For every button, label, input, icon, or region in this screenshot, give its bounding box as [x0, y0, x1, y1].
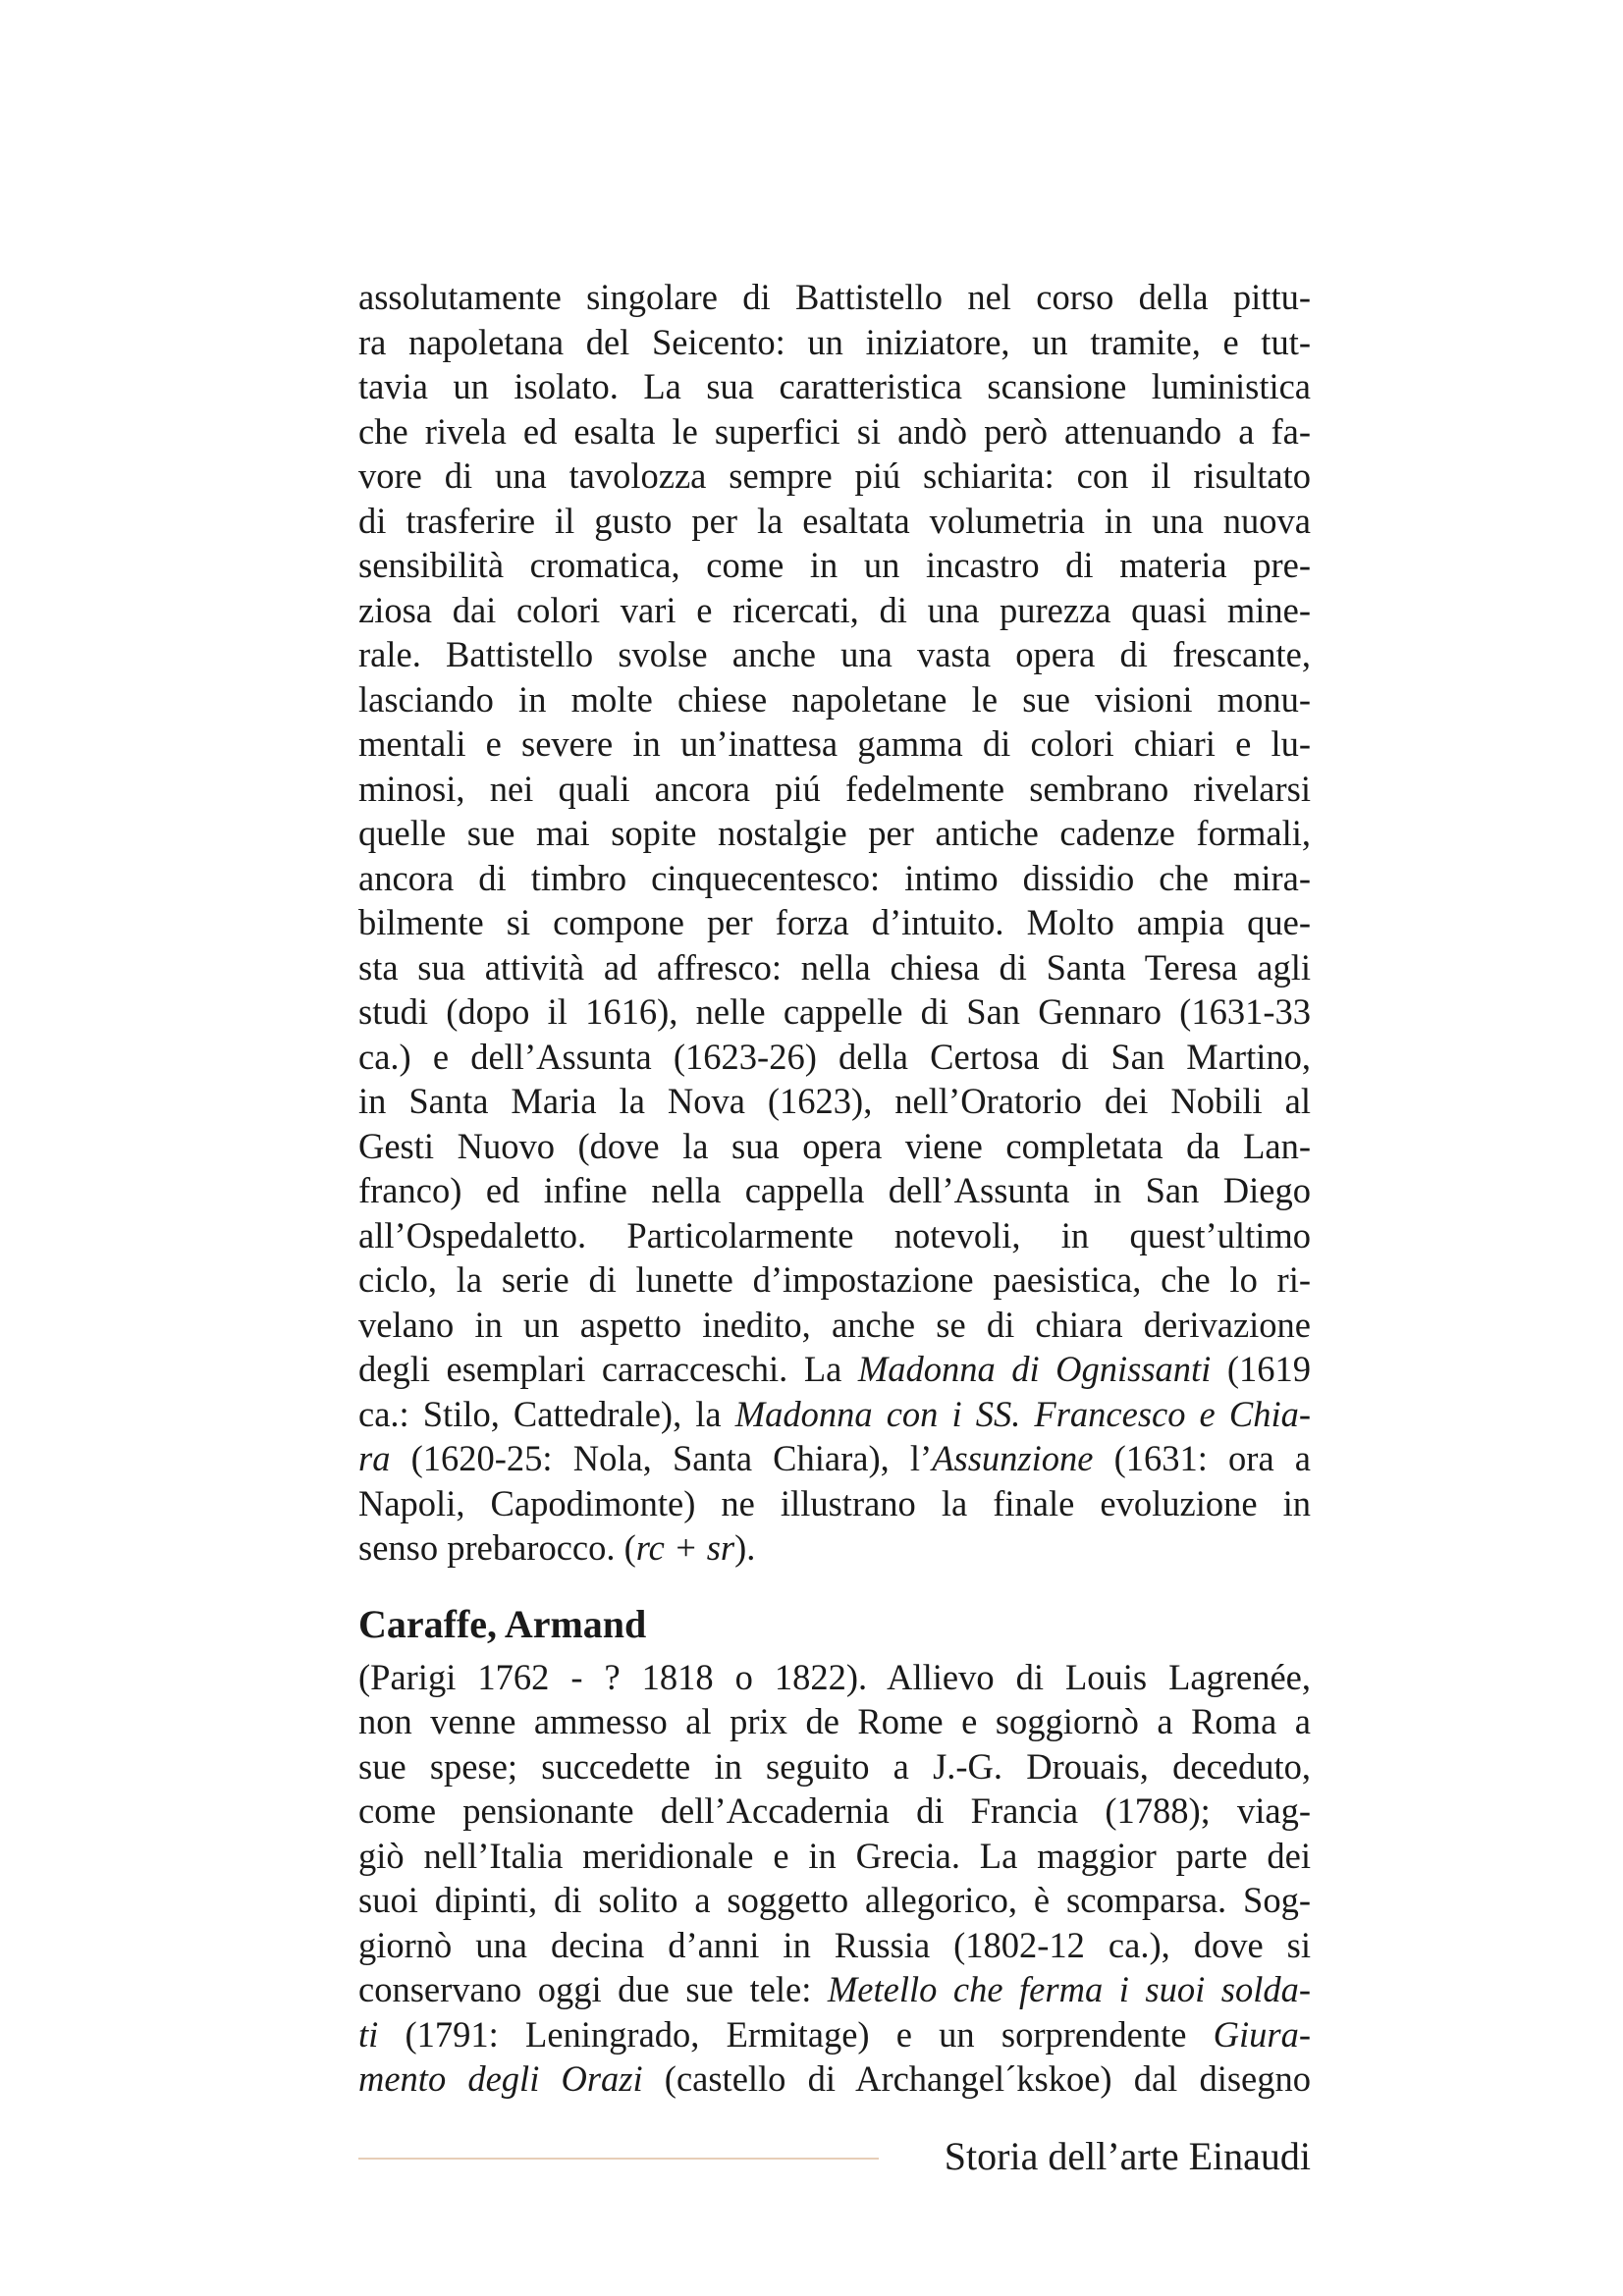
entry-line: sue spese; succedette in seguito a J.-G. Drouais, deceduto, — [358, 1745, 1311, 1787]
text-run: (1791: Leningrado, Ermitage) e un sorprendente — [378, 2013, 1214, 2055]
text-run: (castello di Archangel´kskoe) dal disegno — [642, 2058, 1311, 2099]
body-line: che rivela ed esalta le superfici si andò però attenuando a fa- — [358, 410, 1311, 452]
body-paragraph — [358, 275, 1311, 1571]
artwork-title: Assunzione — [932, 1438, 1094, 1478]
body-line: tavia un isolato. La sua caratteristica scansione luministica — [358, 366, 1311, 406]
text-run: ). — [734, 1527, 756, 1568]
entry-line: non venne ammesso al prix de Rome e soggiornò a Roma a — [358, 1701, 1311, 1741]
entry-line — [358, 2056, 1311, 2102]
body-line: ciclo, la serie di lunette d’impostazione paesistica, che lo ri- — [358, 1259, 1311, 1300]
body-line: ancora di timbro cinquecentesco: intimo dissidio che mira- — [358, 857, 1311, 898]
body-line — [358, 1347, 1311, 1392]
entry-line: (Parigi 1762 - ? 1818 o 1822). Allievo di Louis Lagrenée, — [358, 1656, 1311, 1697]
body-line — [358, 1436, 1311, 1481]
body-line: ra napoletana del Seicento: un iniziatore, un tramite, e tut- — [358, 321, 1311, 362]
artwork-title: Madonna con i SS. Francesco e Chia- — [734, 1393, 1311, 1434]
body-line — [358, 1392, 1311, 1437]
body-line — [358, 1525, 1311, 1571]
body-line: studi (dopo il 1616), nelle cappelle di San Gennaro (1631-33 — [358, 991, 1311, 1032]
entry-lines — [358, 1655, 1311, 1968]
text-column — [358, 275, 1311, 2102]
body-line: di trasferire il gusto per la esaltata volumetria in una nuova — [358, 500, 1311, 541]
artwork-title: mento degli Orazi — [358, 2058, 643, 2099]
entry-paragraph — [358, 1655, 1311, 2102]
text-run: ca.: Stilo, Cattedrale), la — [358, 1393, 735, 1434]
body-lines — [358, 275, 1311, 1347]
body-line: rale. Battistello svolse anche una vasta opera di frescante, — [358, 634, 1311, 674]
entry-line: suoi dipinti, di solito a soggetto allegorico, è scomparsa. Sog- — [358, 1880, 1311, 1920]
body-line: sta sua attività ad affresco: nella chiesa di Santa Teresa agli — [358, 946, 1311, 988]
body-line: ziosa dai colori vari e ricercati, di una purezza quasi mine- — [358, 589, 1311, 630]
artwork-title: ra — [358, 1438, 391, 1478]
body-line: mentali e severe in un’inattesa gamma di colori chiari e lu- — [358, 723, 1311, 764]
body-line: Gesti Nuovo (dove la sua opera viene completata da Lan- — [358, 1125, 1311, 1166]
text-run: (1620-25: Nola, Santa Chiara), l’ — [390, 1438, 933, 1478]
body-line: bilmente si compone per forza d’intuito. Molto ampia que- — [358, 902, 1311, 942]
artwork-title: Giura- — [1213, 2013, 1311, 2055]
footer-title: Storia dell’arte Einaudi — [944, 2134, 1311, 2178]
body-line: lasciando in molte chiese napoletane le sue visioni monu- — [358, 678, 1311, 720]
footer-rule — [358, 2158, 879, 2160]
body-line: ca.) e dell’Assunta (1623-26) della Certosa di San Martino, — [358, 1036, 1311, 1077]
entry-line: giò nell’Italia meridionale e in Grecia. La maggior parte dei — [358, 1835, 1311, 1876]
text-run: conservano oggi due sue tele: — [358, 1969, 828, 2009]
artwork-title: Madonna di Ognissanti — [857, 1349, 1212, 1389]
entry-line: come pensionante dell’Accadernia di Francia (1788); viag- — [358, 1790, 1311, 1831]
body-line: minosi, nei quali ancora piú fedelmente sembrano rivelarsi — [358, 768, 1311, 809]
body-line: in Santa Maria la Nova (1623), nell’Oratorio dei Nobili al — [358, 1081, 1311, 1121]
text-run: (1619 — [1211, 1349, 1311, 1389]
body-line: velano in un aspetto inedito, anche se di chiara derivazione — [358, 1304, 1311, 1345]
body-line: quelle sue mai sopite nostalgie per antiche cadenze formali, — [358, 813, 1311, 853]
body-line: all’Ospedaletto. Particolarmente notevoli, in quest’ultimo — [358, 1214, 1311, 1255]
artwork-title: Metello che ferma i suoi solda- — [827, 1969, 1311, 2009]
artwork-title: ti — [358, 2013, 379, 2055]
body-line: Napoli, Capodimonte) ne illustrano la finale evoluzione in — [358, 1482, 1311, 1523]
author-initials: rc + sr — [635, 1527, 735, 1568]
entry-title: Caraffe, Armand — [358, 1601, 647, 1646]
text-run: (1631: ora a — [1093, 1438, 1311, 1478]
text-run: degli esemplari carracceschi. La — [358, 1349, 858, 1389]
body-line: sensibilità cromatica, come in un incastro di materia pre- — [358, 545, 1311, 585]
body-line: vore di una tavolozza sempre piú schiarita: con il risultato — [358, 455, 1311, 496]
text-run: senso prebarocco. ( — [358, 1527, 636, 1568]
entry-line — [358, 2012, 1311, 2057]
entry-line — [358, 1967, 1311, 2012]
body-line: assolutamente singolare di Battistello nel corso della pittu- — [358, 277, 1311, 317]
entry-line: giornò una decina d’anni in Russia (1802-12 ca.), dove si — [358, 1924, 1311, 1965]
body-line: franco) ed infine nella cappella dell’Assunta in San Diego — [358, 1170, 1311, 1210]
